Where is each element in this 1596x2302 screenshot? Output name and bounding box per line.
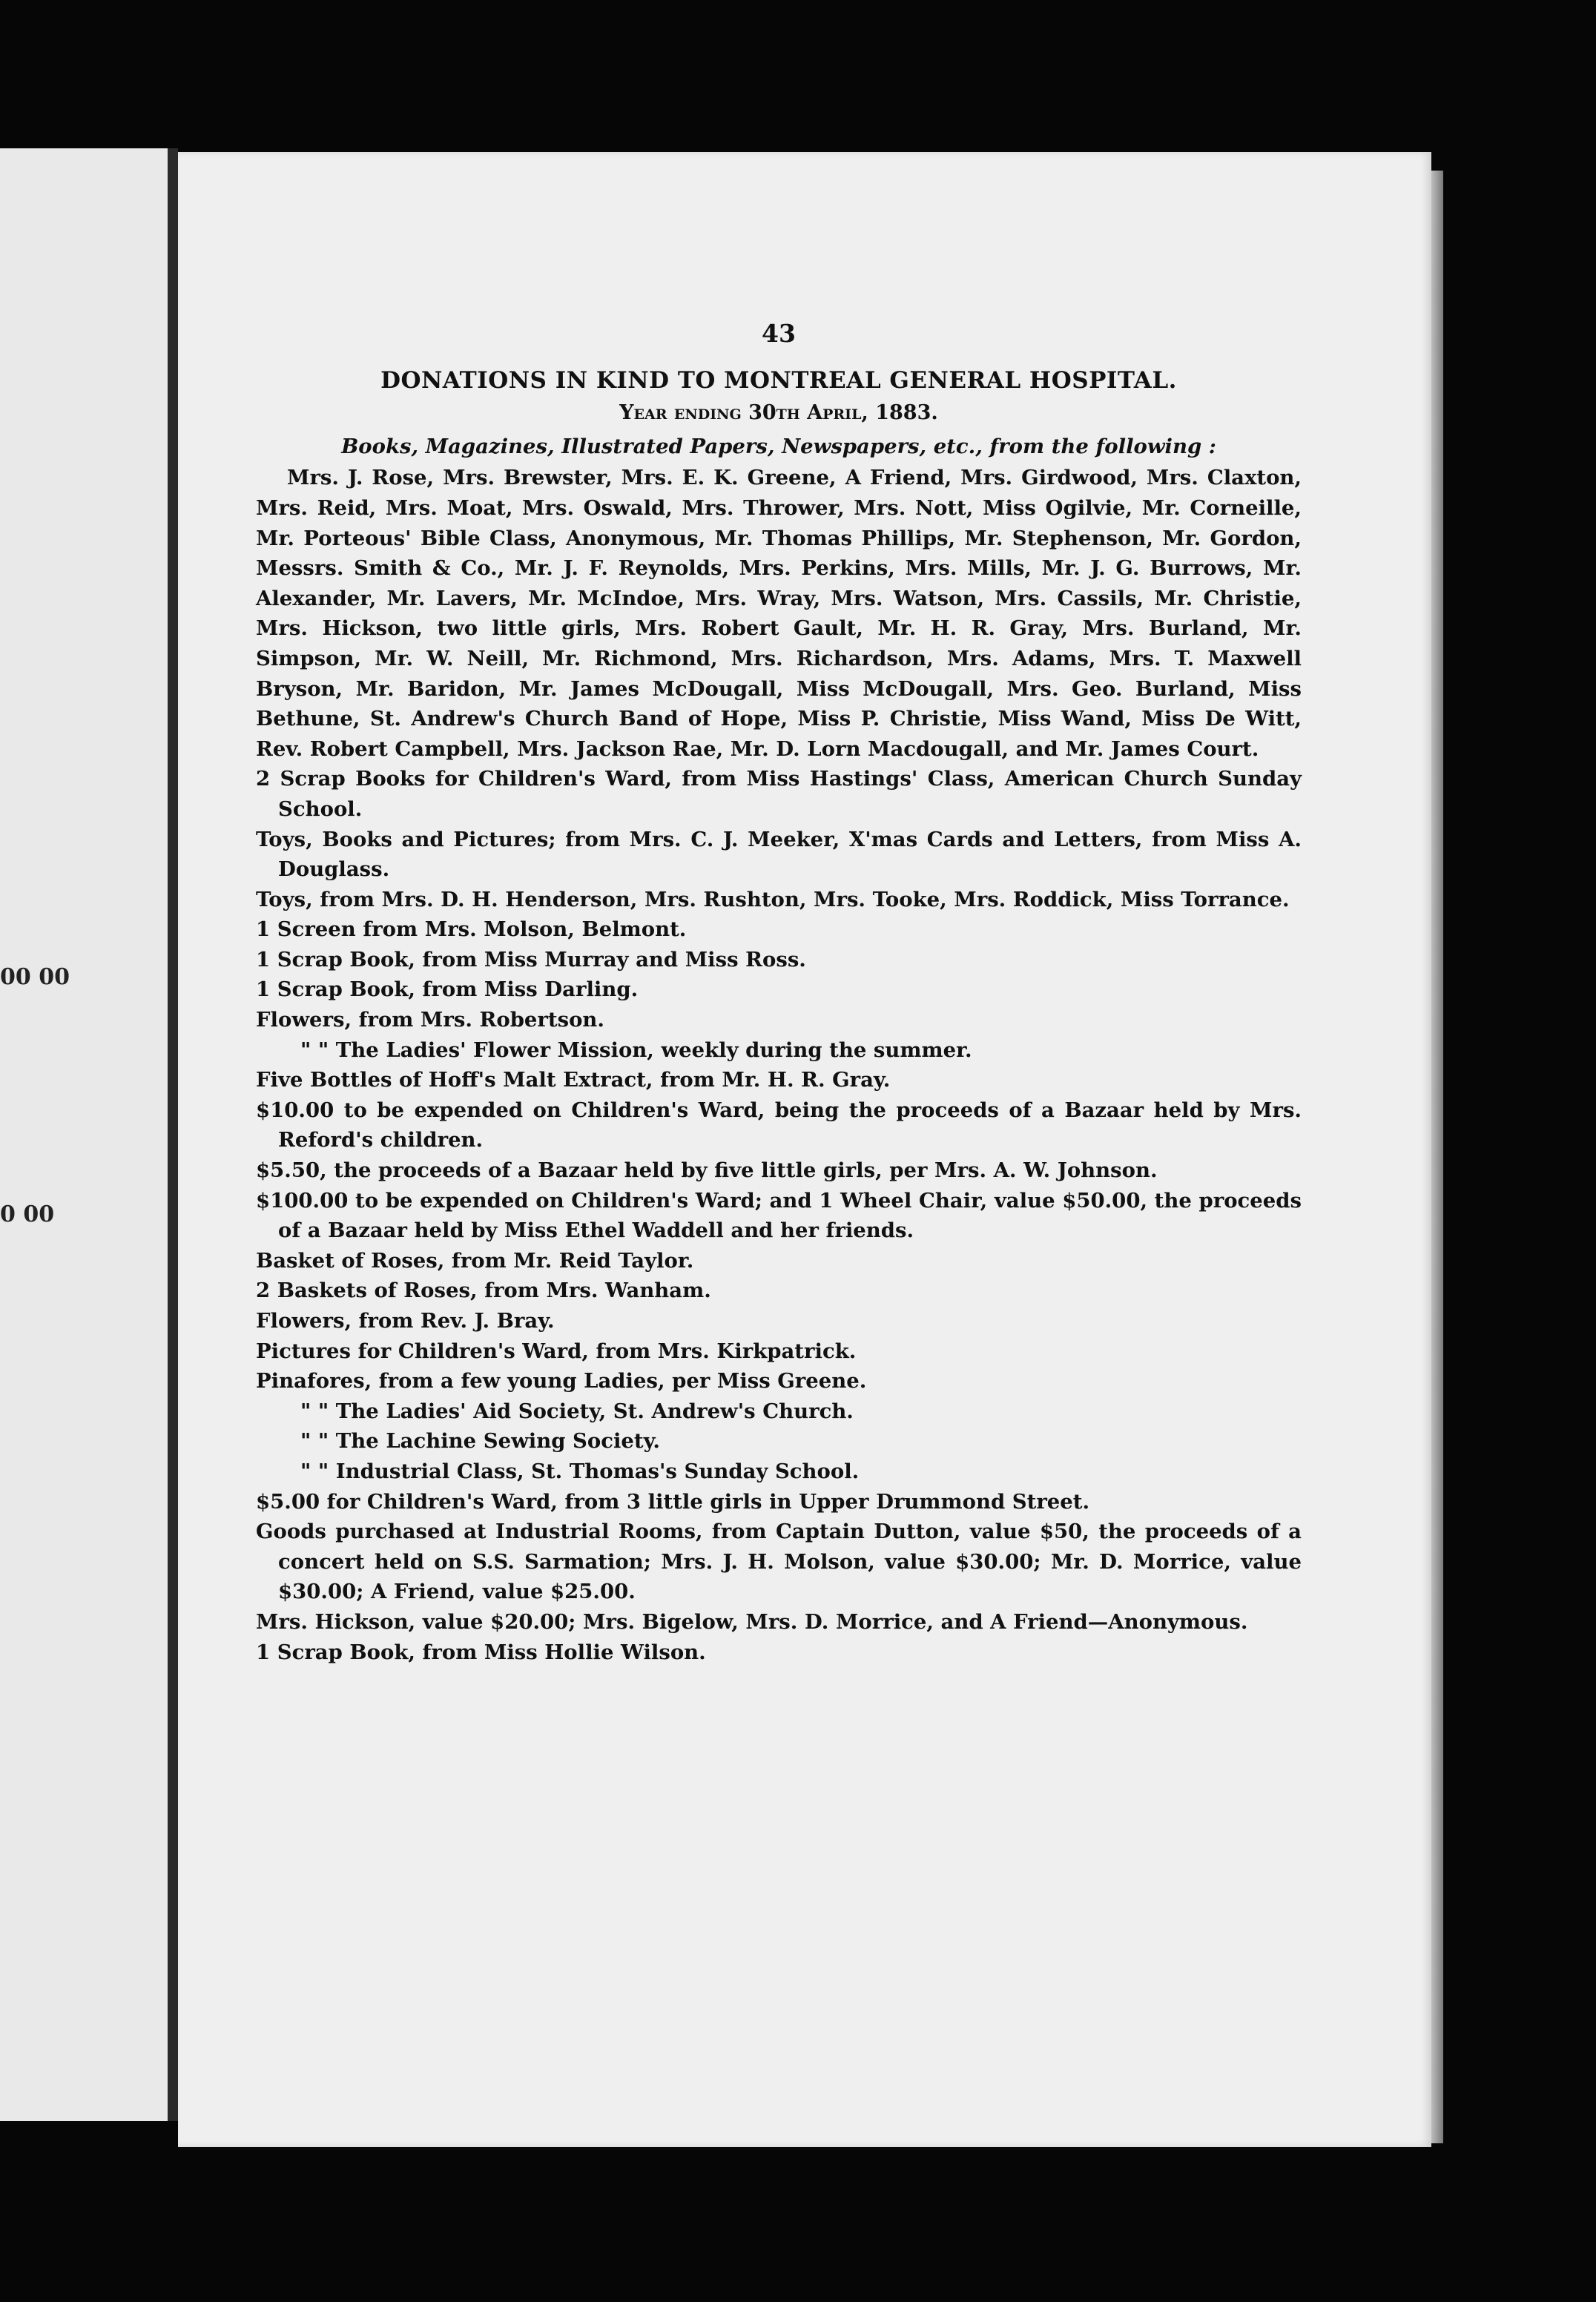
donation-entry: Mrs. Hickson, value $20.00; Mrs. Bigelow, Mrs. D. Morrice, and A Friend—Anonymous. [256,1609,1248,1634]
donation-entry: Toys, Books and Pictures; from Mrs. C. J. Meeker, X'mas Cards and Letters, from Miss A. Douglass. [256,827,1302,882]
left-facing-page [0,148,168,2121]
donation-entry: 1 Scrap Book, from Miss Hollie Wilson. [256,1640,706,1664]
donation-entry: Basket of Roses, from Mr. Reid Taylor. [256,1248,694,1273]
donation-entry: Goods purchased at Industrial Rooms, from Captain Dutton, value $50, the proceeds of a concert held on S.S. Sarmation; Mrs. J. H. Molson, value $30.00; Mr. D. Morrice, value $30.00; A Friend, value $25.00. [256,1520,1302,1604]
donation-entry: $100.00 to be expended on Children's Ward; and 1 Wheel Chair, value $50.00, the proceeds of a Bazaar held by Miss Ethel Waddell and her friends. [256,1188,1302,1243]
donation-entry: $5.50, the proceeds of a Bazaar held by five little girls, per Mrs. A. W. Johnson. [256,1158,1158,1183]
donation-entry: $10.00 to be expended on Children's Ward, being the proceeds of a Bazaar held by Mrs. Reford's children. [256,1098,1302,1152]
page-edge-shadow [1431,171,1443,2143]
donation-entry-ditto: " " Industrial Class, St. Thomas's Sunday School. [300,1459,860,1483]
donation-entry: $5.00 for Children's Ward, from 3 little girls in Upper Drummond Street. [256,1489,1090,1514]
page-number: 43 [762,319,796,348]
document-page [178,152,1431,2147]
donation-entry: Pictures for Children's Ward, from Mrs. Kirkpatrick. [256,1339,857,1363]
donation-entry: Pinafores, from a few young Ladies, per Miss Greene. [256,1369,867,1394]
donation-entry: Five Bottles of Hoff's Malt Extract, from Mr. H. R. Gray. [256,1068,891,1092]
section-intro: Books, Magazines, Illustrated Papers, Newspapers, etc., from the following : [341,434,1216,458]
page-text [256,319,1302,1667]
donation-entry-ditto: " " The Ladies' Aid Society, St. Andrew's Church. [300,1399,854,1423]
page-subtitle: Year ending 30th April, 1883. [619,401,938,425]
donation-entry: 1 Scrap Book, from Miss Darling. [256,977,639,1002]
left-margin-value: 0 00 [0,1201,55,1227]
donors-paragraph: Mrs. J. Rose, Mrs. Brewster, Mrs. E. K. Greene, A Friend, Mrs. Girdwood, Mrs. Claxton, Mrs. Reid, Mrs. Moat, Mrs. Oswald, Mrs. Thrower, Mrs. Nott, Miss Ogilvie, Mr. Corneille, Mr. Porteous' Bible Class, Anonymous, Mr. Thomas Phillips, Mr. Stephenson, Mr. Gordon, Messrs. Smith & Co., Mr. J. F. Reynolds, Mrs. Perkins, Mrs. Mills, Mr. J. G. Burrows, Mr. Alexander, Mr. Lavers, Mr. McIndoe, Mrs. Wray, Mrs. Watson, Mrs. Cassils, Mr. Christie, Mrs. Hickson, two little girls, Mrs. Robert Gault, Mr. H. R. Gray, Mrs. Burland, Mr. Simpson, Mr. W. Neill, Mr. Richmond, Mrs. Richardson, Mrs. Adams, Mrs. T. Maxwell Bryson, Mr. Baridon, Mr. James McDougall, Miss McDougall, Mrs. Geo. Burland, Miss Bethune, St. Andrew's Church Band of Hope, Miss P. Christie, Miss Wand, Miss De Witt, Rev. Robert Campbell, Mrs. Jackson Rae, Mr. D. Lorn Macdougall, and Mr. James Court. [256,466,1302,761]
donation-entry-ditto: " " The Ladies' Flower Mission, weekly during the summer. [300,1038,972,1062]
donation-entry: Toys, from Mrs. D. H. Henderson, Mrs. Rushton, Mrs. Tooke, Mrs. Roddick, Miss Torrance. [256,887,1290,911]
donation-entry: 2 Baskets of Roses, from Mrs. Wanham. [256,1279,711,1303]
donation-entry: 1 Scrap Book, from Miss Murray and Miss Ross. [256,947,806,972]
donation-entry-ditto: " " The Lachine Sewing Society. [300,1429,660,1454]
donation-entry: Flowers, from Rev. J. Bray. [256,1309,555,1333]
donation-entry: 2 Scrap Books for Children's Ward, from Miss Hastings' Class, American Church Sunday School. [256,767,1302,821]
donation-entry: Flowers, from Mrs. Robertson. [256,1008,604,1032]
page-title: DONATIONS IN KIND TO MONTREAL GENERAL HOSPITAL. [380,366,1177,394]
left-margin-value: 00 00 [0,964,70,990]
donation-entry: 1 Screen from Mrs. Molson, Belmont. [256,917,687,942]
book-gutter [168,148,178,2121]
